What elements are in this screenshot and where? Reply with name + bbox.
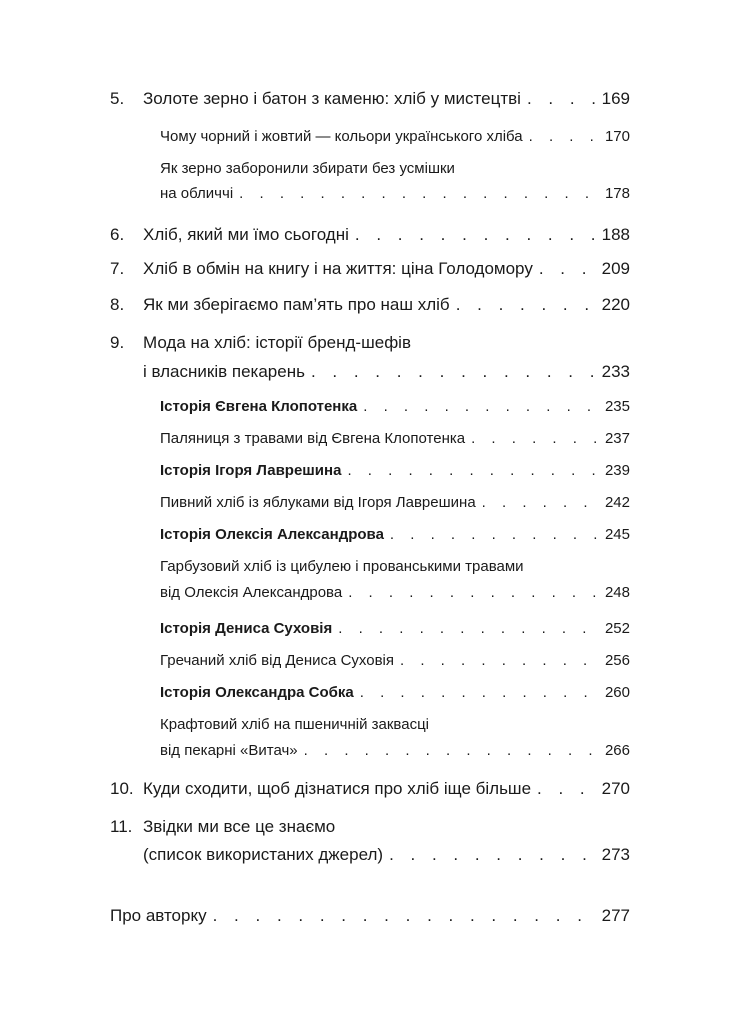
toc-page-number: 233 [601,362,630,381]
toc-entry-6 [110,225,630,245]
toc-subentry [160,620,630,637]
toc-entry-title: Золоте зерно і батон з каменю: хліб у мистецтві [143,89,521,108]
toc-page-number: 256 [604,652,630,669]
toc-page-number: 252 [604,620,630,637]
toc-entry-title: Історія Євгена Клопотенка [160,398,358,415]
toc-subentry [160,430,630,447]
toc-page-number: 242 [604,494,630,511]
toc-entry-title: Чому чорний і жовтий — кольори українського хліба [160,128,523,145]
dot-leader [304,742,599,759]
toc-page-number: 260 [604,684,630,701]
toc-entry-number: 11. [110,817,133,836]
toc-subentry-line1 [160,558,630,575]
dot-leader [456,295,596,315]
toc-subentry [160,652,630,669]
dot-leader [471,430,599,447]
toc-entry-number: 10. [110,779,134,798]
toc-page-number: 209 [601,259,630,278]
toc-entry-title: Історія Олексія Александрова [160,526,384,543]
dot-leader [539,259,596,279]
toc-page-number: 178 [604,185,630,202]
dot-leader [527,89,596,109]
toc-page-number: 170 [604,128,630,145]
dot-leader [360,684,599,701]
toc-page-number: 220 [601,295,630,314]
dot-leader [537,779,596,799]
dot-leader [239,185,599,202]
toc-subentry-line2 [160,742,630,759]
dot-leader [529,128,599,145]
toc-page-number: 237 [604,430,630,447]
toc-entry-10 [110,779,630,799]
dot-leader [213,906,596,926]
toc-entry-9-line2 [143,362,630,382]
toc-entry-title-cont: від Олексія Александрова [160,584,343,601]
dot-leader [400,652,599,669]
toc-entry-7 [110,259,630,279]
toc-entry-title: Мода на хліб: історії бренд-шефів [143,333,411,352]
toc-entry-number: 9. [110,333,125,352]
toc-entry-title-cont: (список використаних джерел) [143,845,384,864]
toc-entry-title: Гарбузовий хліб із цибулею і прованськими травами [160,558,524,575]
toc-entry-title: Паляниця з травами від Євгена Клопотенка [160,430,466,447]
dot-leader [355,225,596,245]
toc-page-number: 273 [601,845,630,864]
toc-entry-5 [110,89,630,109]
toc-entry-title: Гречаний хліб від Дениса Суховія [160,652,395,669]
toc-entry-title: Хліб в обмін на книгу і на життя: ціна Голодомору [143,259,533,278]
toc-subentry-line1 [160,160,630,177]
toc-entry-11-line1 [110,817,630,837]
toc-entry-title: Історія Олександра Собка [160,684,354,701]
toc-entry-title: Історія Ігоря Лаврешина [160,462,342,479]
toc-page-number: 266 [604,742,630,759]
toc-subentry [160,462,630,479]
toc-subentry-line2 [160,185,630,202]
toc-entry-title: Куди сходити, щоб дізнатися про хліб іще більше [143,779,532,798]
toc-entry-title-cont: і власників пекарень [143,362,305,381]
toc-entry-about-author [110,906,630,926]
dot-leader [389,845,596,865]
toc-entry-8 [110,295,630,315]
dot-leader [338,620,599,637]
toc-subentry [160,684,630,701]
toc-entry-number: 7. [110,259,125,278]
toc-subentry [160,398,630,415]
toc-page-number: 169 [601,89,630,108]
toc-entry-number: 8. [110,295,125,314]
toc-entry-title: Історія Дениса Суховія [160,620,333,637]
toc-entry-title: Крафтовий хліб на пшеничній заквасці [160,716,429,733]
toc-entry-title: Хліб, який ми їмо сьогодні [143,225,349,244]
toc-entry-title: Звідки ми все це знаємо [143,817,336,836]
toc-page-number: 270 [601,779,630,798]
toc-entry-number: 5. [110,89,125,108]
toc-entry-title: Як зерно заборонили збирати без усмішки [160,160,455,177]
toc-page-number: 188 [601,225,630,244]
dot-leader [482,494,599,511]
dot-leader [311,362,596,382]
toc-page-number: 239 [604,462,630,479]
dot-leader [390,526,599,543]
toc-entry-title: Пивний хліб із яблуками від Ігоря Лаврешина [160,494,476,511]
toc-subentry-line1 [160,716,630,733]
toc-entry-number: 6. [110,225,125,244]
toc-page-number: 235 [604,398,630,415]
toc-page-number: 248 [604,584,630,601]
toc-subentry [160,526,630,543]
toc-entry-title: Про авторку [110,906,207,925]
toc-entry-title-cont: від пекарні «Витач» [160,742,298,759]
dot-leader [363,398,599,415]
toc-entry-11-line2 [143,845,630,865]
dot-leader [348,584,599,601]
toc-entry-9-line1 [110,333,630,353]
toc-page-number: 245 [604,526,630,543]
toc-subentry [160,128,630,145]
toc-entry-title: Як ми зберігаємо пам’ять про наш хліб [143,295,450,314]
dot-leader [347,462,599,479]
toc-subentry-line2 [160,584,630,601]
toc-page-number: 277 [601,906,630,925]
toc-subentry [160,494,630,511]
toc-entry-title-cont: на обличчі [160,185,234,202]
